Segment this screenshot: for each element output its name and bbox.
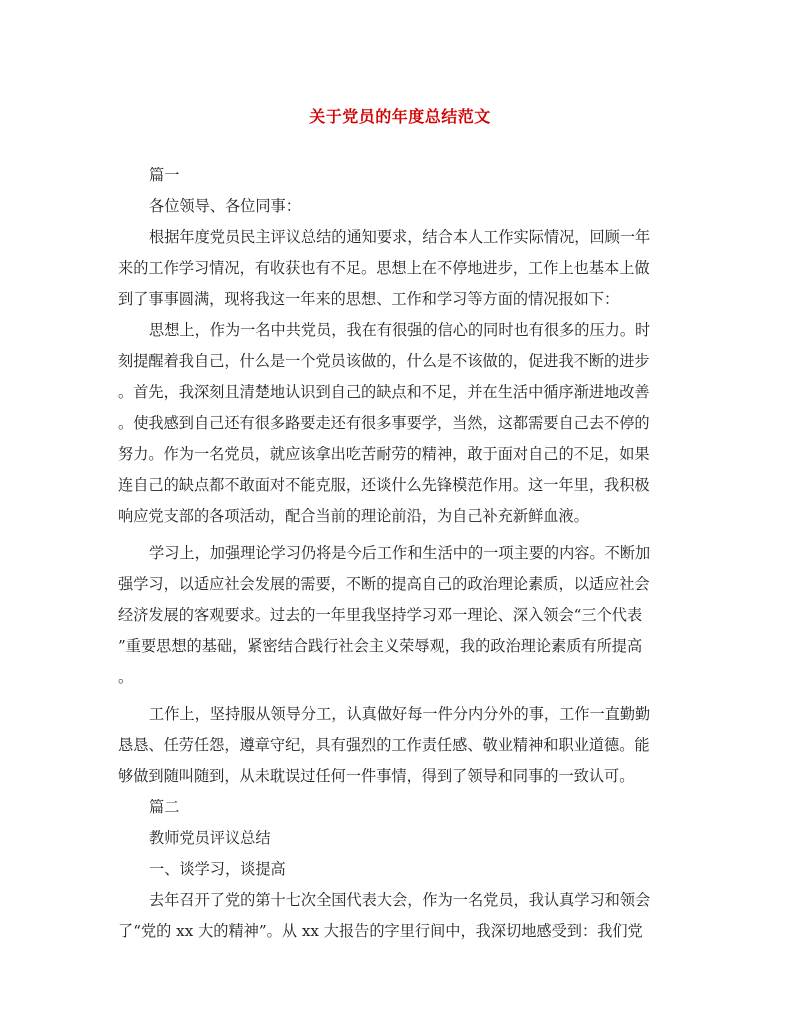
section-heading-2: 篇二 — [149, 798, 180, 816]
text-line: 去年召开了党的第十七次全国代表大会，作为一名党员，我认真学习和领会 — [149, 891, 651, 909]
salutation: 各位领导、各位同事： — [149, 197, 301, 215]
paragraph-work — [118, 699, 680, 792]
paragraph-study — [118, 538, 680, 693]
paragraph-intro — [118, 222, 680, 315]
subheading: 一、谈学习，谈提高 — [149, 860, 286, 878]
text-line: 根据年度党员民主评议总结的通知要求，结合本人工作实际情况，回顾一年 — [149, 228, 651, 246]
paragraph-thought — [118, 315, 680, 532]
text-line: 到了事事圆满，现将我这一年来的思想、工作和学习等方面的情况报如下： — [118, 290, 620, 308]
text-line: ”重要思想的基础，紧密结合践行社会主义荣辱观，我的政治理论素质有所提高 — [118, 637, 643, 655]
text-line: 刻提醒着我自己，什么是一个党员该做的，什么是不该做的，促进我不断的进步 — [118, 352, 650, 370]
text-line: 。 — [118, 668, 134, 686]
section-heading-1: 篇一 — [149, 166, 180, 184]
text-line: 够做到随叫随到，从未耽误过任何一件事情，得到了领导和同事的一致认可。 — [118, 767, 635, 785]
page-title: 关于党员的年度总结范文 — [309, 107, 491, 126]
text-line: 响应党支部的各项活动，配合当前的理论前沿，为自己补充新鲜血液。 — [118, 507, 589, 525]
text-line: 连自己的缺点都不敢面对不能克服，还谈什么先锋模范作用。这一年里，我积极 — [118, 476, 650, 494]
text-line: 工作上，坚持服从领导分工，认真做好每一件分内分外的事，工作一直勤勤 — [149, 705, 651, 723]
text-line: 思想上，作为一名中共党员，我在有很强的信心的同时也有很多的压力。时 — [149, 321, 651, 339]
text-line: 。首先，我深刻且清楚地认识到自己的缺点和不足，并在生活中循序渐进地改善 — [118, 383, 650, 401]
text-line: 学习上，加强理论学习仍将是今后工作和生活中的一项主要的内容。不断加 — [149, 544, 651, 562]
text-line: 经济发展的客观要求。过去的一年里我坚持学习邓一理论、深入领会“三个代表 — [118, 606, 643, 624]
text-line: 强学习，以适应社会发展的需要，不断的提高自己的政治理论素质，以适应社会 — [118, 575, 650, 593]
text-line: 恳恳、任劳任怨，遵章守纪，具有强烈的工作责任感、敬业精神和职业道德。能 — [118, 736, 650, 754]
text-line: 了“党的 xx 大的精神”。从 xx 大报告的字里行间中，我深切地感受到：我们党 — [118, 922, 643, 940]
text-line: 努力。作为一名党员，就应该拿出吃苦耐劳的精神，敢于面对自己的不足，如果 — [118, 445, 650, 463]
text-line: 。使我感到自己还有很多路要走还有很多事要学，当然，这都需要自己去不停的 — [118, 414, 650, 432]
document-body — [118, 160, 680, 947]
paragraph-congress — [118, 885, 680, 947]
text-line: 来的工作学习情况，有收获也有不足。思想上在不停地进步，工作上也基本上做 — [118, 259, 650, 277]
subtitle: 教师党员评议总结 — [149, 829, 271, 847]
